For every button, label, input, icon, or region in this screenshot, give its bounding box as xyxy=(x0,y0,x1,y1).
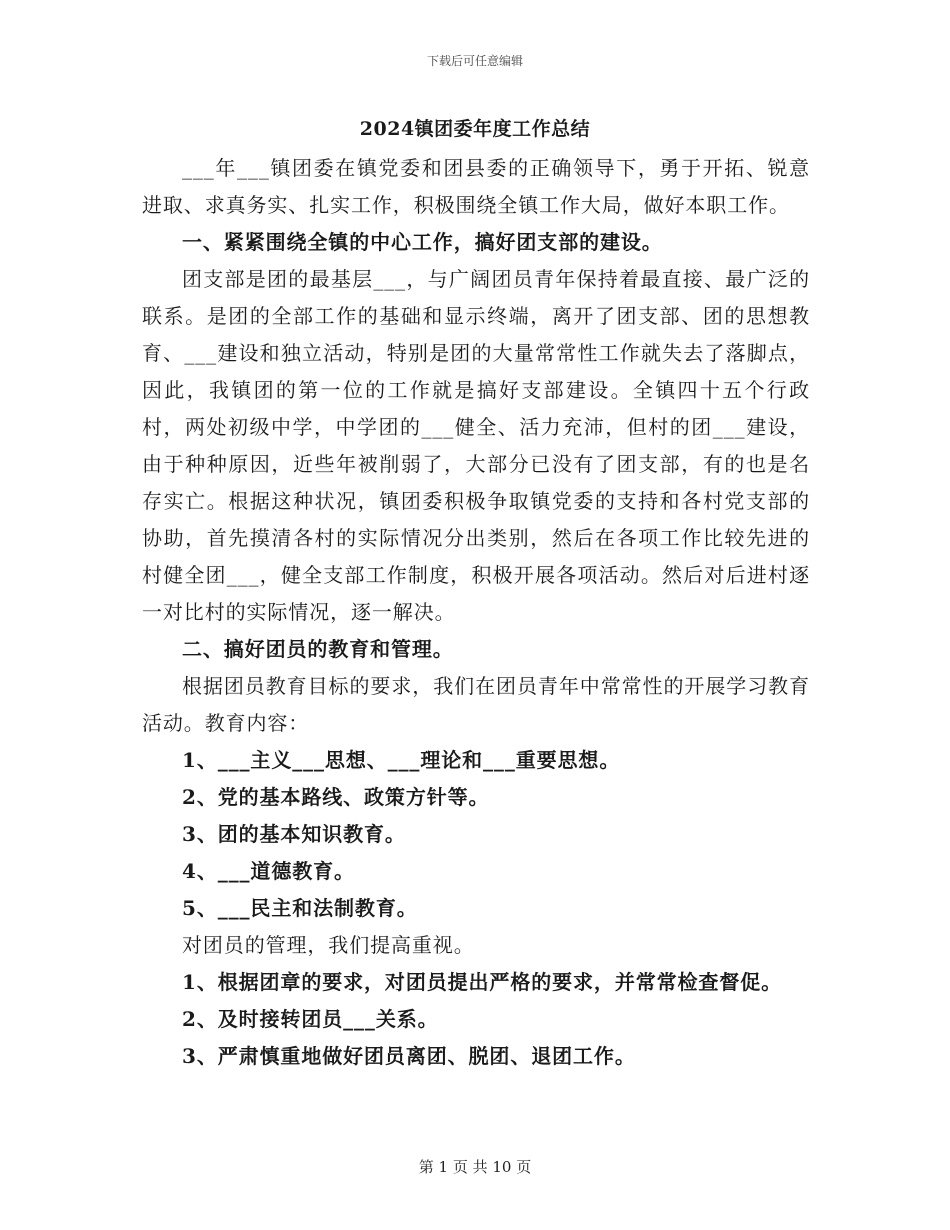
education-item-1: 1、___主义___思想、___理论和___重要思想。 xyxy=(182,748,621,772)
education-item-3: 3、团的基本知识教育。 xyxy=(182,822,406,846)
section-heading-2: 二、搞好团员的教育和管理。 xyxy=(182,637,454,661)
education-item-4: 4、___道德教育。 xyxy=(182,859,355,883)
paragraph-branch-building: 团支部是团的最基层___，与广阔团员青年保持着最直接、最广泛的联系。是团的全部工作的基础和显示终端，离开了团支部、团的思想教育、___建设和独立活动，特别是团的大量常常性工作就失去了落脚点，因此，我镇团的第一位的工作就是搞好支部建设。全镇四十五个行政村，两处初级中学，中学团的___健全、活力充沛，但村的团___建设，由于种种原因，近些年被削弱了，大部分已没有了团支部，有的也是名存实亡。根据这种状况，镇团委积极争取镇党委的支持和各村党支部的协助，首先摸清各村的实际情况分出类别，然后在各项工作比较先进的村健全团___，健全支部工作制度，积极开展各项活动。然后对后进村逐一对比村的实际情况，逐一解决。 xyxy=(142,267,810,624)
document-body xyxy=(142,150,810,1075)
page-header: 下载后可任意编辑 xyxy=(426,54,523,68)
education-item-5: 5、___民主和法制教育。 xyxy=(182,896,418,920)
page-footer: 第 1 页 共 10 页 xyxy=(418,1158,532,1176)
section-heading-1: 一、紧紧围绕全镇的中心工作，搞好团支部的建设。 xyxy=(182,230,663,254)
management-item-1: 1、根据团章的要求，对团员提出严格的要求，并常常检查督促。 xyxy=(182,970,783,994)
paragraph-management-intro: 对团员的管理，我们提高重视。 xyxy=(182,933,475,957)
document-title: 2024镇团委年度工作总结 xyxy=(359,118,591,140)
education-item-2: 2、党的基本路线、政策方针等。 xyxy=(182,785,490,809)
management-item-3: 3、严肃慎重地做好团员离团、脱团、退团工作。 xyxy=(182,1044,636,1068)
paragraph-intro: ___年___镇团委在镇党委和团县委的正确领导下，勇于开拓、锐意进取、求真务实、扎实工作，积极围绕全镇工作大局，做好本职工作。 xyxy=(142,156,810,217)
management-item-2: 2、及时接转团员___关系。 xyxy=(182,1007,439,1031)
paragraph-education-intro: 根据团员教育目标的要求，我们在团员青年中常常性的开展学习教育活动。教育内容： xyxy=(142,674,810,735)
